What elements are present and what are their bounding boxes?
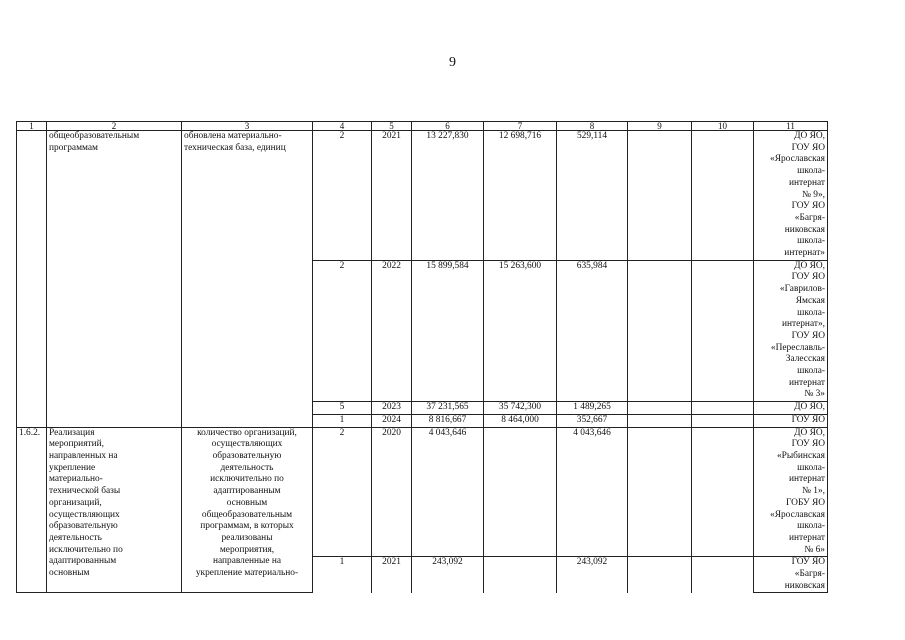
cell-col10 (692, 260, 754, 401)
col-num-6: 6 (412, 122, 484, 131)
cell-program-name: Реализация мероприятий, направленных на укрепление материально- технической базы организаций, осуществляющих образовательную деятельность исключительно по адаптированным основным (47, 427, 182, 593)
cell-value: 2 (313, 427, 372, 557)
cell-year: 2021 (372, 131, 412, 261)
cell-executors: ГОУ ЯО (754, 414, 828, 427)
cell-program-name: общеобразовательным программам (47, 131, 182, 428)
col-num-8: 8 (557, 122, 628, 131)
cell-executors: ДО ЯО, ГОУ ЯО «Ярославская школа- интернат № 9», ГОУ ЯО «Багря- никовская школа- интернат» (754, 131, 828, 261)
page-number: 9 (449, 55, 456, 70)
cell-col9 (628, 557, 692, 593)
cell-year: 2023 (372, 402, 412, 415)
col-num-10: 10 (692, 122, 754, 131)
cell-col9 (628, 402, 692, 415)
cell-year: 2020 (372, 427, 412, 557)
cell-indicator: обновлена материально- техническая база, единиц (182, 131, 313, 428)
cell-col10 (692, 131, 754, 261)
cell-regional: 529,114 (557, 131, 628, 261)
cell-total: 15 899,584 (412, 260, 484, 401)
cell-executors: ДО ЯО, (754, 402, 828, 415)
cell-value: 2 (313, 131, 372, 261)
col-num-5: 5 (372, 122, 412, 131)
cell-federal: 12 698,716 (484, 131, 557, 261)
cell-regional: 635,984 (557, 260, 628, 401)
cell-total: 13 227,830 (412, 131, 484, 261)
cell-federal: 8 464,000 (484, 414, 557, 427)
cell-executors: ДО ЯО, ГОУ ЯО «Гаврилов- Ямская школа- интернат», ГОУ ЯО «Переславль- Залесская школа- интернат № 3» (754, 260, 828, 401)
cell-year: 2024 (372, 414, 412, 427)
cell-year: 2021 (372, 557, 412, 593)
col-num-4: 4 (313, 122, 372, 131)
col-num-9: 9 (628, 122, 692, 131)
cell-col9 (628, 414, 692, 427)
cell-regional: 243,092 (557, 557, 628, 593)
col-num-3: 3 (182, 122, 313, 131)
cell-indicator: количество организаций, осуществляющих образовательную деятельность исключительно по адаптированным основным общеобразовательным программам, в которых реализованы мероприятия, направленные на укрепление материально- (182, 427, 313, 593)
cell-executors: ГОУ ЯО «Багря- никовская (754, 557, 828, 593)
cell-federal (484, 557, 557, 593)
cell-total: 37 231,565 (412, 402, 484, 415)
cell-col10 (692, 402, 754, 415)
col-num-2: 2 (47, 122, 182, 131)
cell-col9 (628, 427, 692, 557)
col-num-11: 11 (754, 122, 828, 131)
cell-federal: 15 263,600 (484, 260, 557, 401)
cell-year: 2022 (372, 260, 412, 401)
column-number-row (17, 122, 828, 131)
cell-empty-index (17, 131, 47, 428)
cell-col9 (628, 260, 692, 401)
cell-item-index: 1.6.2. (17, 427, 47, 593)
cell-col10 (692, 557, 754, 593)
cell-value: 1 (313, 414, 372, 427)
cell-total: 243,092 (412, 557, 484, 593)
cell-federal: 35 742,300 (484, 402, 557, 415)
cell-value: 2 (313, 260, 372, 401)
cell-federal (484, 427, 557, 557)
cell-value: 1 (313, 557, 372, 593)
cell-regional: 352,667 (557, 414, 628, 427)
cell-col10 (692, 427, 754, 557)
col-num-1: 1 (17, 122, 47, 131)
program-table (16, 121, 828, 593)
cell-col9 (628, 131, 692, 261)
cell-total: 4 043,646 (412, 427, 484, 557)
table-row (17, 131, 828, 261)
col-num-7: 7 (484, 122, 557, 131)
cell-total: 8 816,667 (412, 414, 484, 427)
cell-value: 5 (313, 402, 372, 415)
cell-regional: 4 043,646 (557, 427, 628, 557)
table-row (17, 427, 828, 557)
cell-executors: ДО ЯО, ГОУ ЯО «Рыбинская школа- интернат № 1», ГОБУ ЯО «Ярославская школа- интернат № 6» (754, 427, 828, 557)
cell-regional: 1 489,265 (557, 402, 628, 415)
cell-col10 (692, 414, 754, 427)
